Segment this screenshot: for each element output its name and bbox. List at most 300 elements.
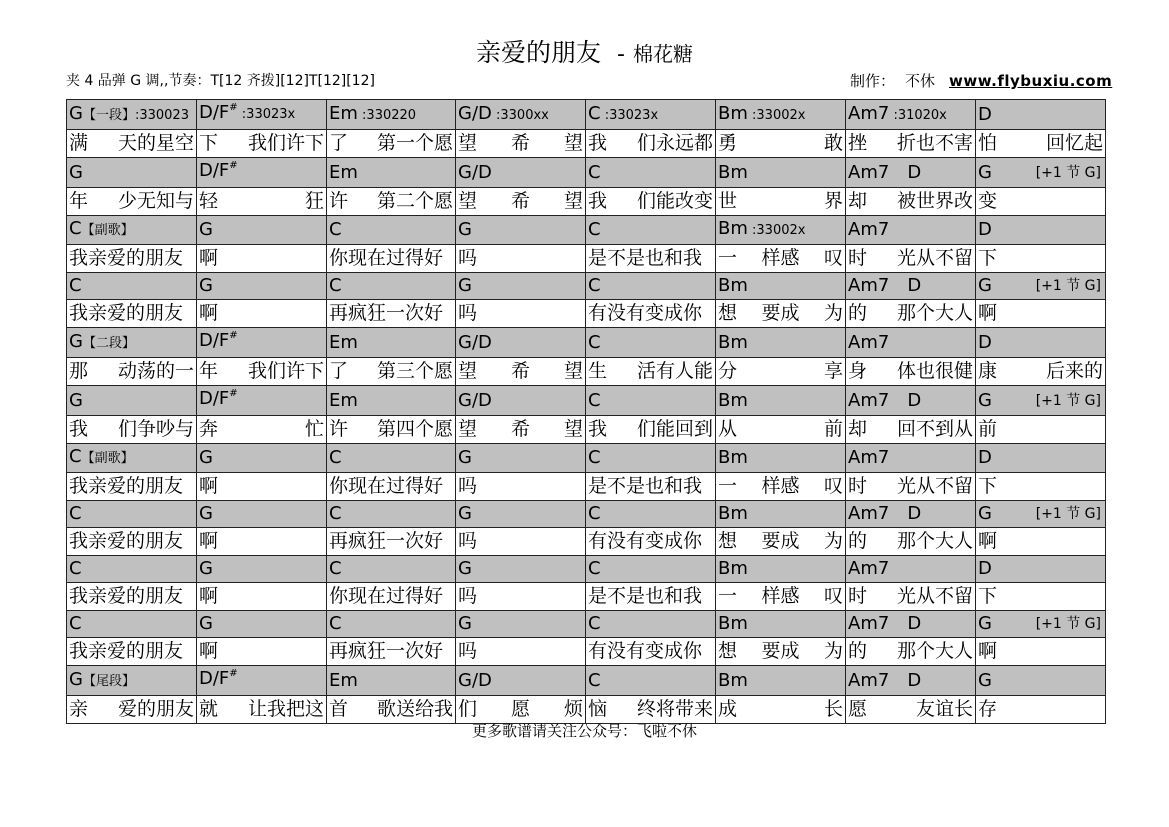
lyric-cell [716, 638, 846, 666]
chord-fingering: :330023 [134, 107, 189, 123]
lyric-cell [197, 638, 327, 666]
lyric-text [978, 473, 1105, 500]
chord-name: D/F [199, 668, 230, 689]
lyric-fragment: 有没有变成你 [588, 640, 703, 662]
lyric-cell [67, 583, 197, 611]
lyric-cell [586, 416, 716, 444]
lyric-fragment: 啊 [978, 530, 998, 552]
lyric-cell [456, 188, 586, 216]
lyric-cell [327, 638, 456, 666]
lyric-cell [586, 638, 716, 666]
lyric-cell [327, 416, 456, 444]
artist-name: 棉花糖 [632, 42, 693, 66]
lyric-text [978, 245, 1105, 272]
chord-cell [586, 386, 716, 416]
lyric-fragment: 希 [510, 132, 530, 154]
chord-name: D [978, 558, 992, 579]
chord-name: Am7 [848, 558, 890, 579]
chord-name: C [69, 218, 82, 239]
lyric-row [67, 130, 1106, 158]
chord-row [67, 273, 1106, 300]
lyric-fragment: 年 [199, 360, 219, 382]
lyric-cell [976, 358, 1106, 386]
lyric-fragment: 让我把这 [247, 698, 324, 720]
lyric-text [199, 473, 326, 500]
lyric-cell [586, 473, 716, 501]
chord-cell [586, 273, 716, 300]
lyric-cell [846, 300, 976, 328]
lyric-cell [846, 473, 976, 501]
lyric-fragment: 折也不害 [896, 132, 973, 154]
lyric-fragment: 歌送给我 [376, 698, 453, 720]
chord-name: Am7 [848, 275, 890, 296]
chord-cell [586, 444, 716, 473]
chord-cell [327, 666, 456, 696]
lyric-fragment: 你现在过得好 [329, 247, 444, 269]
lyric-cell [586, 188, 716, 216]
chord-fingering: :3300xx [491, 107, 549, 123]
chord-name: C [588, 447, 601, 468]
lyric-cell [976, 130, 1106, 158]
chord-name: C [329, 275, 342, 296]
chord-name: C [588, 275, 601, 296]
lyric-cell [456, 638, 586, 666]
chord-name: C [69, 275, 82, 296]
lyric-text [458, 638, 585, 665]
lyric-fragment: 望 [563, 418, 583, 440]
chord-name: C [588, 503, 601, 524]
title-separator: - [617, 42, 625, 67]
lyric-fragment: 吗 [458, 530, 478, 552]
chord-cell [716, 556, 846, 583]
lyric-text [588, 528, 715, 555]
lyric-fragment: 望 [563, 190, 583, 212]
chord-name: G [978, 275, 992, 296]
chord-cell [327, 100, 456, 130]
lyric-fragment: 首 [329, 698, 349, 720]
chord-cell [197, 611, 327, 638]
lyric-fragment: 们能回到 [636, 418, 713, 440]
lyric-fragment: 的 [848, 640, 868, 662]
lyric-fragment: 我 [588, 132, 608, 154]
chord-cell [197, 100, 327, 130]
chord-name: G [69, 330, 83, 352]
section-label: 【二段】 [82, 335, 135, 351]
lyric-text [199, 130, 326, 157]
lyric-cell [716, 528, 846, 556]
lyric-cell [716, 300, 846, 328]
lyric-cell [976, 416, 1106, 444]
lyric-fragment: 轻 [199, 190, 219, 212]
chord-cell [586, 556, 716, 583]
lyric-text [588, 130, 715, 157]
lyric-cell [586, 300, 716, 328]
chord-name: C [329, 503, 342, 524]
lyric-text [588, 583, 715, 610]
chord-cell [976, 328, 1106, 358]
lyric-cell [976, 245, 1106, 273]
lyric-cell [197, 416, 327, 444]
lyric-fragment: 吗 [458, 475, 478, 497]
website-link[interactable]: www.flybuxiu.com [949, 72, 1113, 90]
lyric-fragment: 啊 [199, 640, 219, 662]
lyric-fragment: 有没有变成你 [588, 302, 703, 324]
lyric-fragment: 怕 [978, 132, 998, 154]
extra-bar-note: [+1 节 G] [1035, 278, 1101, 294]
lyric-fragment: 的 [848, 530, 868, 552]
lyric-fragment: 生 [588, 360, 608, 382]
chord-cell [586, 501, 716, 528]
lyric-text [718, 416, 845, 443]
lyric-fragment: 狂 [304, 190, 324, 212]
lyric-fragment: 恼 [588, 698, 608, 720]
lyric-fragment: 要成 [761, 302, 800, 324]
lyric-text [848, 188, 975, 215]
chord-sharp: # [229, 160, 238, 171]
lyric-text [848, 300, 975, 327]
lyric-text [329, 638, 455, 665]
chord-cell [586, 100, 716, 130]
lyric-fragment: 吗 [458, 640, 478, 662]
chord-cell [456, 556, 586, 583]
lyric-fragment: 天的星空 [117, 132, 194, 154]
lyric-fragment: 望 [458, 418, 478, 440]
lyric-fragment: 啊 [978, 640, 998, 662]
chord-name: G [199, 503, 213, 524]
lyric-text [978, 300, 1105, 327]
lyric-cell [716, 583, 846, 611]
lyric-text [978, 358, 1105, 385]
chord-cell [976, 386, 1106, 416]
chord-cell [456, 273, 586, 300]
lyric-cell [456, 130, 586, 158]
lyric-row [67, 245, 1106, 273]
lyric-text [199, 638, 326, 665]
lyric-text [329, 245, 455, 272]
lyric-fragment: 前 [823, 418, 843, 440]
chord-name: G [978, 389, 992, 411]
chord-row [67, 100, 1106, 130]
chord-cell [976, 556, 1106, 583]
chord-name: C [69, 503, 82, 524]
chord-name-second: D [907, 161, 922, 183]
section-label: 【一段】 [82, 107, 135, 123]
lyric-cell [67, 130, 197, 158]
chord-fingering: :330220 [357, 107, 417, 123]
lyric-fragment: 愿 [848, 698, 868, 720]
lyric-cell [67, 638, 197, 666]
lyric-cell [197, 245, 327, 273]
lyric-cell [846, 188, 976, 216]
song-header [0, 33, 1169, 69]
lyric-fragment: 敢 [823, 132, 843, 154]
chord-name: G [458, 558, 472, 579]
chord-name-second: D [907, 389, 922, 411]
lyric-cell [456, 300, 586, 328]
lyric-fragment: 我亲爱的朋友 [69, 640, 184, 662]
lyric-fragment: 是不是也和我 [588, 247, 703, 269]
lyric-fragment: 活有人能 [636, 360, 713, 382]
lyric-fragment: 要成 [761, 640, 800, 662]
lyric-fragment: 叹 [823, 247, 843, 269]
chord-name: Bm [718, 613, 748, 634]
chord-name: D [978, 331, 992, 353]
chord-name: G [69, 668, 83, 690]
lyric-fragment: 许 [329, 190, 349, 212]
chord-name: D [978, 219, 992, 240]
chord-name: G [458, 447, 472, 468]
chord-cell [846, 501, 976, 528]
lyric-text [458, 130, 585, 157]
lyric-text [69, 583, 196, 610]
chord-cell [846, 100, 976, 130]
lyric-fragment: 挫 [848, 132, 868, 154]
chord-row [67, 386, 1106, 416]
lyric-text [588, 473, 715, 500]
chord-cell [456, 666, 586, 696]
lyric-text [69, 416, 196, 443]
chord-name: G [199, 447, 213, 468]
lyric-fragment: 望 [563, 360, 583, 382]
chord-name: G/D [458, 102, 492, 124]
chord-name: G [978, 669, 992, 691]
chord-name: G [458, 503, 472, 524]
chord-cell [716, 501, 846, 528]
chord-name: Bm [718, 669, 748, 691]
lyric-fragment: 望 [458, 190, 478, 212]
chord-name: G/D [458, 161, 492, 183]
chord-cell [716, 444, 846, 473]
chord-cell [67, 216, 197, 245]
lyric-text [458, 528, 585, 555]
chord-name: Em [329, 669, 358, 691]
lyric-fragment: 啊 [199, 247, 219, 269]
chord-fingering: :31020x [889, 107, 947, 123]
lyric-cell [67, 245, 197, 273]
chord-name: Bm [718, 161, 748, 183]
lyric-cell [976, 528, 1106, 556]
lyric-fragment: 为 [823, 302, 843, 324]
lyric-text [848, 130, 975, 157]
lyric-text [458, 696, 585, 723]
chord-row [67, 216, 1106, 245]
chord-cell [846, 556, 976, 583]
chord-row [67, 501, 1106, 528]
chord-cell [197, 216, 327, 245]
lyric-fragment: 希 [510, 418, 530, 440]
credit-label: 制作： [850, 72, 896, 90]
lyric-text [69, 358, 196, 385]
lyric-fragment: 从 [718, 418, 738, 440]
lyric-row [67, 358, 1106, 386]
lyric-text [588, 638, 715, 665]
lyric-fragment: 是不是也和我 [588, 475, 703, 497]
chord-name: D/F [199, 330, 230, 351]
lyric-fragment: 想 [718, 302, 738, 324]
lyric-fragment: 界 [823, 190, 843, 212]
lyric-text [978, 416, 1105, 443]
lyric-cell [716, 245, 846, 273]
chord-name: C [329, 219, 342, 240]
lyric-cell [586, 583, 716, 611]
lyric-text [588, 696, 715, 723]
lyric-text [588, 358, 715, 385]
lyric-fragment: 是不是也和我 [588, 585, 703, 607]
lyric-cell [716, 416, 846, 444]
chord-cell [197, 666, 327, 696]
chord-cell [846, 216, 976, 245]
lyric-text [329, 300, 455, 327]
lyric-fragment: 我亲爱的朋友 [69, 475, 184, 497]
lyric-fragment: 存 [978, 698, 998, 720]
chord-name: G/D [458, 331, 492, 353]
lyric-text [978, 130, 1105, 157]
chord-sharp: # [229, 330, 238, 341]
chord-name: Am7 [848, 447, 890, 468]
lyric-cell [67, 300, 197, 328]
lyric-text [848, 473, 975, 500]
lyric-fragment: 我亲爱的朋友 [69, 585, 184, 607]
chord-name: Em [329, 161, 358, 183]
chord-cell [976, 273, 1106, 300]
lyric-cell [197, 130, 327, 158]
lyric-fragment: 啊 [199, 530, 219, 552]
chord-cell [197, 158, 327, 188]
lyric-cell [197, 528, 327, 556]
section-label: 【副歌】 [81, 451, 134, 466]
chord-cell [716, 611, 846, 638]
chord-cell [846, 273, 976, 300]
lyric-text [848, 528, 975, 555]
lyric-fragment: 再疯狂一次好 [329, 640, 444, 662]
chord-cell [327, 158, 456, 188]
chord-name: G [978, 503, 992, 524]
lyric-text [848, 358, 975, 385]
lyric-cell [716, 358, 846, 386]
chord-cell [327, 328, 456, 358]
chord-cell [327, 556, 456, 583]
lyric-fragment: 康 [978, 360, 998, 382]
lyric-cell [327, 358, 456, 386]
chord-row [67, 444, 1106, 473]
lyric-fragment: 第三个愿 [376, 360, 453, 382]
chord-name: G [199, 219, 213, 240]
lyric-text [588, 300, 715, 327]
lyric-cell [976, 473, 1106, 501]
lyric-text [458, 245, 585, 272]
lyric-cell [586, 245, 716, 273]
chord-cell [586, 216, 716, 245]
lyric-fragment: 样感 [761, 247, 800, 269]
lyric-fragment: 我 [588, 190, 608, 212]
lyric-fragment: 勇 [718, 132, 738, 154]
lyric-cell [846, 583, 976, 611]
chord-name: G [458, 275, 472, 296]
chord-cell [976, 611, 1106, 638]
lyric-fragment: 们 [458, 698, 478, 720]
chord-cell [586, 666, 716, 696]
chord-name: D/F [199, 388, 230, 409]
lyric-fragment: 叹 [823, 585, 843, 607]
chord-cell [327, 273, 456, 300]
chord-cell [716, 328, 846, 358]
chord-cell [197, 556, 327, 583]
chord-fingering: :33002x [747, 223, 806, 238]
lyric-fragment: 希 [510, 190, 530, 212]
lyric-fragment: 望 [458, 360, 478, 382]
chord-cell [846, 444, 976, 473]
chord-name: C [588, 558, 601, 579]
lyric-fragment: 光从不留 [896, 475, 973, 497]
lyric-text [588, 188, 715, 215]
footer-note: 更多歌谱请关注公众号：飞啦不休 [471, 722, 697, 740]
lyric-fragment: 我 [69, 418, 89, 440]
lyric-cell [327, 583, 456, 611]
lyric-text [718, 188, 845, 215]
lyric-text [718, 300, 845, 327]
chord-cell [586, 328, 716, 358]
lyric-cell [327, 188, 456, 216]
chord-row [67, 328, 1106, 358]
chord-name: C [588, 102, 601, 124]
lyric-text [69, 528, 196, 555]
extra-bar-note: [+1 节 G] [1035, 506, 1101, 522]
lyric-fragment: 了 [329, 132, 349, 154]
lyric-cell [456, 416, 586, 444]
chord-name: C [588, 669, 601, 691]
lyric-fragment: 那个大人 [896, 640, 973, 662]
lyric-fragment: 被世界改 [896, 190, 973, 212]
chord-name: G [69, 102, 83, 124]
lyric-cell [327, 130, 456, 158]
chord-name: G [978, 613, 992, 634]
lyric-text [199, 245, 326, 272]
chord-name: Em [329, 389, 358, 411]
chord-name: Am7 [848, 669, 890, 691]
lyric-fragment: 有没有变成你 [588, 530, 703, 552]
lyric-cell [197, 300, 327, 328]
lyric-row [67, 300, 1106, 328]
chord-cell [976, 100, 1106, 130]
lyric-text [69, 188, 196, 215]
lyric-text [978, 188, 1105, 215]
chord-cell [456, 328, 586, 358]
chord-row [67, 666, 1106, 696]
lyric-fragment: 我 [588, 418, 608, 440]
chord-cell [67, 666, 197, 696]
lyric-text [199, 528, 326, 555]
chord-name: C [69, 613, 82, 634]
chord-cell [67, 444, 197, 473]
lyric-cell [67, 188, 197, 216]
lyric-text [978, 638, 1105, 665]
lyric-text [458, 416, 585, 443]
chord-name: G/D [458, 389, 492, 411]
lyric-text [329, 130, 455, 157]
lyric-fragment: 满 [69, 132, 89, 154]
lyric-cell [67, 358, 197, 386]
lyric-fragment: 那个大人 [896, 530, 973, 552]
chord-name-second: D [907, 503, 922, 524]
lyric-text [69, 638, 196, 665]
lyric-fragment: 时 [848, 475, 868, 497]
lyric-fragment: 你现在过得好 [329, 585, 444, 607]
chord-name: G/D [458, 669, 492, 691]
lyric-text [329, 696, 455, 723]
chord-name: C [588, 389, 601, 411]
lyric-fragment: 第一个愿 [376, 132, 453, 154]
lyric-text [588, 416, 715, 443]
